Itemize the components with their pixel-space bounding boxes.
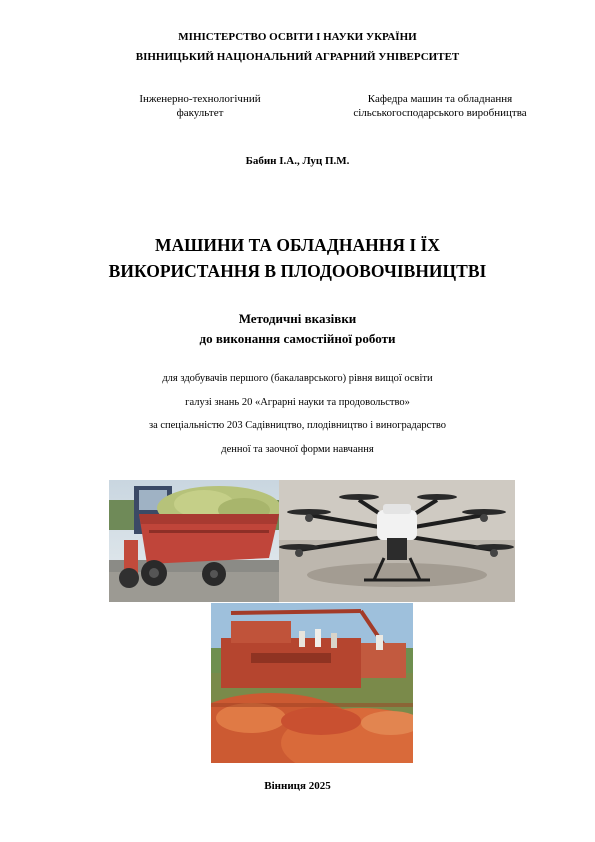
- sprayer-drone-photo: [279, 480, 515, 602]
- document-subtitle: [0, 309, 595, 349]
- ministry-header: [0, 27, 595, 67]
- department-block: [320, 92, 560, 120]
- title-line-1: МАШИНИ ТА ОБЛАДНАННЯ І ЇХ: [155, 235, 440, 255]
- subtitle-line-1: Методичні вказівки: [238, 311, 357, 326]
- info-line-1: для здобувачів першого (бакалаврського) рівня вищої освіти: [162, 373, 433, 384]
- document-title: [0, 232, 595, 284]
- faculty-block: [100, 92, 300, 120]
- info-line-3: за спеціальністю 203 Садівництво, плодівництво і виноградарство: [148, 420, 447, 431]
- info-line-4: денної та заочної форми навчання: [221, 443, 374, 455]
- authors: Бабин І.А., Луц П.М.: [245, 155, 350, 167]
- faculty-line-2: факультет: [176, 107, 224, 119]
- ministry-name: МІНІСТЕРСТВО ОСВІТИ І НАУКИ УКРАЇНИ: [178, 31, 417, 43]
- grape-trailer-photo: [109, 480, 279, 602]
- department-line-2: сільськогосподарського виробництва: [353, 107, 527, 119]
- subtitle-line-2: до виконання самостійної роботи: [199, 331, 396, 346]
- title-line-2: ВИКОРИСТАННЯ В ПЛОДООВОЧІВНИЦТВІ: [108, 261, 487, 281]
- city-year: Вінниця 2025: [264, 780, 331, 792]
- department-line-1: Кафедра машин та обладнання: [367, 93, 513, 105]
- university-name: ВІННИЦЬКИЙ НАЦІОНАЛЬНИЙ АГРАРНИЙ УНІВЕРСИТЕТ: [135, 51, 460, 63]
- audience-info: [0, 367, 595, 461]
- faculty-line-1: Інженерно-технологічний: [139, 93, 261, 105]
- info-line-2: галузі знань 20 «Аграрні науки та продовольство»: [185, 396, 410, 408]
- tomato-harvester-photo: [211, 603, 413, 763]
